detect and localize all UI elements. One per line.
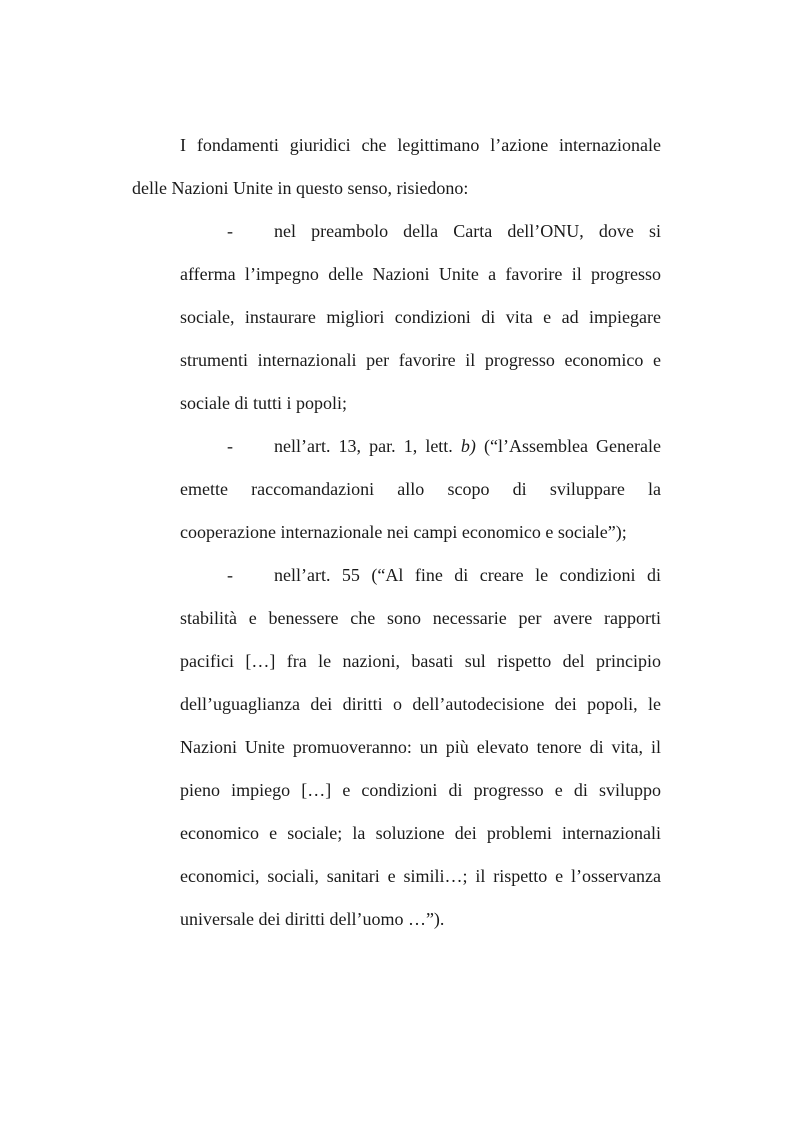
list-bullet-3: -	[227, 565, 233, 585]
item-2-line-1	[274, 435, 661, 457]
item-1-line-4: strumenti internazionali per favorire il progresso economico e	[180, 350, 661, 370]
item-1-line-5: sociale di tutti i popoli;	[180, 393, 347, 413]
item-2-line-1-before: nell’art. 13, par. 1, lett.	[274, 436, 461, 456]
item-1-line-3: sociale, instaurare migliori condizioni di vita e ad impiegare	[180, 307, 661, 327]
list-bullet-1: -	[227, 221, 233, 241]
item-2-line-2: emette raccomandazioni allo scopo di sviluppare la	[180, 479, 661, 499]
item-3-line-5: Nazioni Unite promuoveranno: un più elevato tenore di vita, il	[180, 737, 661, 757]
item-1-line-1: nel preambolo della Carta dell’ONU, dove si	[274, 221, 661, 241]
intro-line-2: delle Nazioni Unite in questo senso, risiedono:	[132, 178, 469, 198]
item-3-line-1: nell’art. 55 (“Al fine di creare le condizioni di	[274, 565, 661, 585]
intro-line-1: I fondamenti giuridici che legittimano l’azione internazionale	[180, 135, 661, 155]
item-2-line-3: cooperazione internazionale nei campi economico e sociale”);	[180, 522, 627, 542]
item-3-line-6: pieno impiego […] e condizioni di progresso e di sviluppo	[180, 780, 661, 800]
item-2-line-1-italic: b)	[460, 436, 476, 456]
item-3-line-4: dell’uguaglianza dei diritti o dell’autodecisione dei popoli, le	[180, 694, 661, 714]
item-2-line-1-after: (“l’Assemblea Generale	[475, 436, 661, 456]
item-3-line-8: economici, sociali, sanitari e simili…; il rispetto e l’osservanza	[180, 866, 661, 886]
item-1-line-2: afferma l’impegno delle Nazioni Unite a favorire il progresso	[180, 264, 661, 284]
item-3-line-3: pacifici […] fra le nazioni, basati sul rispetto del principio	[180, 651, 661, 671]
item-3-line-2: stabilità e benessere che sono necessarie per avere rapporti	[180, 608, 661, 628]
item-3-line-7: economico e sociale; la soluzione dei problemi internazionali	[180, 823, 661, 843]
item-3-line-9: universale dei diritti dell’uomo …”).	[180, 909, 445, 929]
list-bullet-2: -	[227, 436, 233, 456]
